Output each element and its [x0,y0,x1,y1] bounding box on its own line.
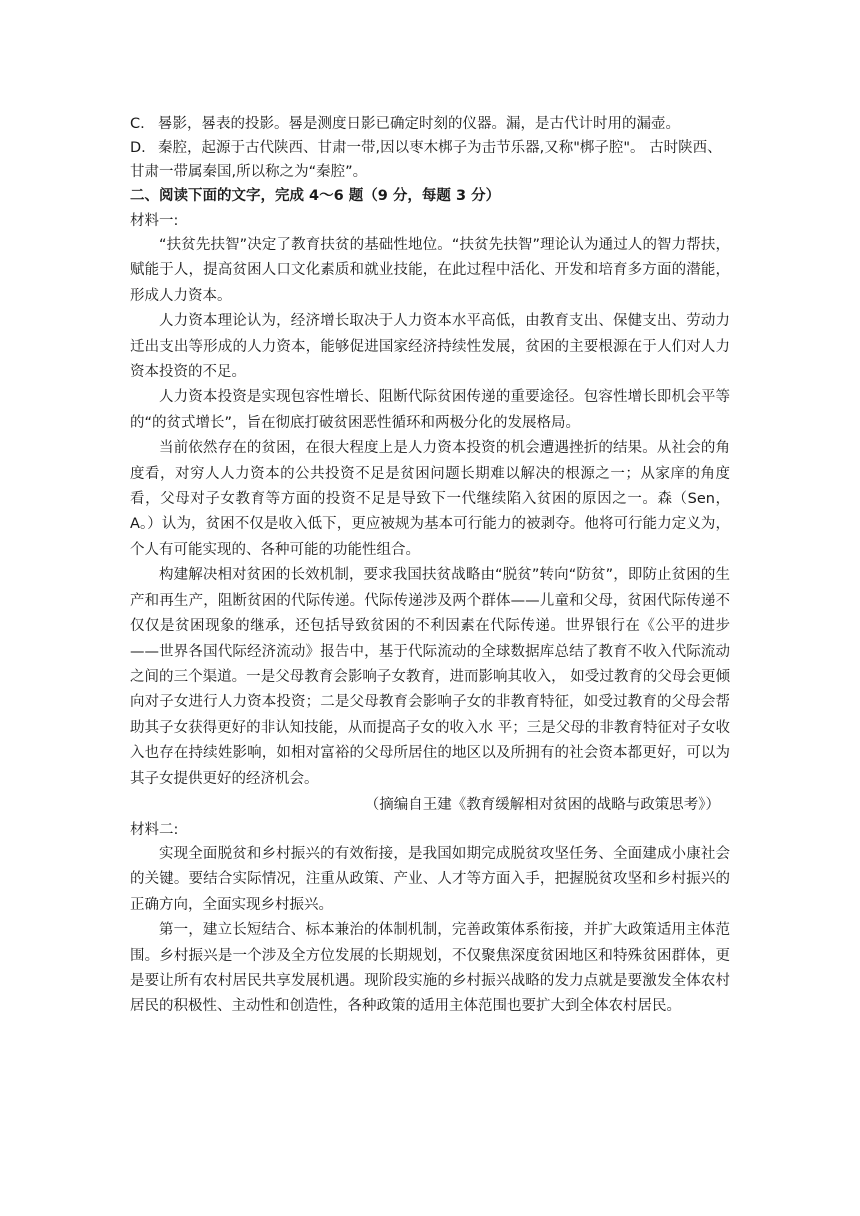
material1-paragraph-4: 当前依然存在的贫困，在很大程度上是人力资本投资的机会遭遇挫折的结果。从社会的角度看，对穷人人力资本的公共投资不足是贫困问题长期难以解决的根源之一；从家庠的角度看，父母对子女教育等方面的投资不足是导致下一代继续陷入贫困的原因之一。森（Sen，A。）认为，贫困不仅是收入低下，更应被规为基本可行能力的被剥夺。他将可行能力定义为，个人有可能实现的、各种可能的功能性组合。 [130,440,730,558]
material1-paragraph-2: 人力资本理论认为，经济增长取决于人力资本水平高低，由教育支出、保健支出、劳动力迁出支出等形成的人力资本，能够促进国家经济持续性发展，贫困的主要根源在于人们对人力资本投资的不足。 [130,313,730,381]
material1-paragraph-1: “扶贫先扶智”决定了教育扶贫的基础性地位。“扶贫先扶智”理论认为通过人的智力帮扶，赋能于人，提高贫困人口文化素质和就业技能，在此过程中活化、开发和培育多方面的潜能，形成人力资本。 [130,237,730,304]
section-heading: 二、阅读下面的文字，完成 4～6 题（9 分，每题 3 分） [130,188,501,204]
material1-paragraph-3: 人力资本投资是实现包容性增长、阻断代际贫困传递的重要途径。包容性增长即机会平等的“的贫式增长”，旨在彻底打破贫困恶性循环和两极分化的发展格局。 [130,389,730,431]
material2-label: 材料二: [130,821,179,838]
option-d-text: 秦腔，起源于古代陕西、甘肃一带,因以枣木梆子为击节乐器,又称"梆子腔"。 古时陕西、甘肃一带属秦国,所以称之为“秦腔”。 [130,140,722,180]
option-d [130,136,730,184]
option-c-letter: C. [130,116,145,132]
option-c [130,112,730,136]
document-page [130,112,730,1020]
material1-paragraph-5: 构建解决相对贫困的长效机制，要求我国扶贫战略由“脱贫”转向“防贫”，即防止贫困的生产和再生产，阻断贫困的代际传递。代际传递涉及两个群体——儿童和父母，贫困代际传递不仅仅是贫困现象的继承，还包括导致贫困的不利因素在代际传递。世界银行在《公平的进步——世界各国代际经济流动》报告中，基于代际流动的全球数据库总结了教育不收入代际流动之间的三个渠道。一是父母教育会影响子女教育，进而影响其收入， 如受过教育的父母会更倾向对子女进行人力资本投资；二是父母教育会影响子女的非教育特征，如受过教育的父母会帮助其子女获得更好的非认知技能，从而提高子女的收入水 平；三是父母的非教育特征对子女收入也存在持续姓影响，如相对富裕的父母所居住的地区以及所拥有的社会资本都更好，可以为其子女提供更好的经济机会。 [130,567,730,787]
option-d-letter: D. [130,140,146,156]
material1-source: （摘编自王建《教育缓解相对贫困的战略与政策思考》） [364,796,720,813]
material2-paragraph-1: 实现全面脱贫和乡村振兴的有效衔接，是我国如期完成脱贫攻坚任务、全面建成小康社会的关键。要结合实际情况，注重从政策、产业、人才等方面入手，把握脱贫攻坚和乡村振兴的正确方向，全面实现乡村振兴。 [130,845,730,913]
option-c-text: 晷影，晷表的投影。晷是测度日影已确定时刻的仪器。漏，是古代计时用的漏壶。 [158,116,680,132]
material1-label: 材料一: [130,213,179,229]
material2-paragraph-2: 第一，建立长短结合、标本兼治的体制机制，完善政策体系衔接，并扩大政策适用主体范围。乡村振兴是一个涉及全方位发展的长期规划，不仅聚焦深度贫困地区和特殊贫困群体，更是要让所有农村居民共享发展机遇。现阶段实施的乡村振兴战略的发力点就是要激发全体农村居民的积极性、主动性和创造性，各种政策的适用主体范围也要扩大到全体农村居民。 [130,922,730,1015]
